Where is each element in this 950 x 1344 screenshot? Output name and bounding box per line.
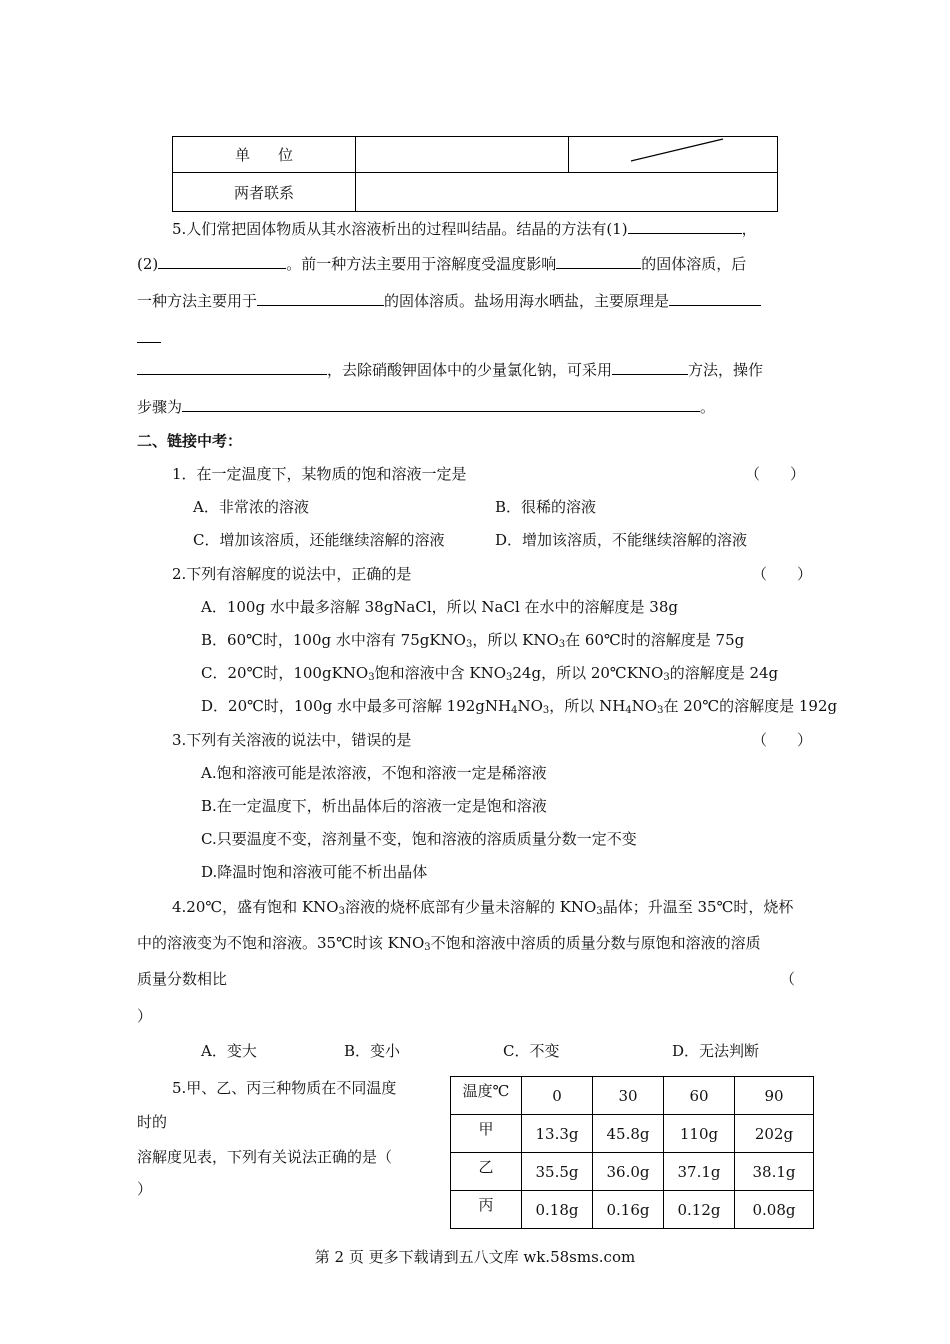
answer-paren[interactable]: （ ） [745, 465, 806, 483]
answer-paren[interactable]: （ [780, 970, 796, 988]
q5-line1 [172, 218, 757, 239]
text: ，所以 NH [549, 697, 626, 715]
subscript: 3 [558, 639, 566, 650]
table-cell: 37.1g [664, 1153, 735, 1191]
answer-blank[interactable] [257, 291, 384, 306]
subscript: 4 [511, 705, 518, 716]
top-table [172, 136, 778, 212]
text: NO [517, 697, 543, 715]
table-row [173, 137, 778, 173]
answer-blank[interactable] [182, 397, 700, 412]
q2-option-c[interactable] [201, 662, 778, 683]
q4-option-c[interactable]: C．不变 [503, 1042, 560, 1060]
table-header-cell: 60 [664, 1077, 735, 1115]
table-cell [356, 173, 778, 212]
table-cell: 202g [735, 1115, 814, 1153]
q1-option-a[interactable]: A．非常浓的溶液 [193, 498, 309, 516]
q5-line5 [137, 359, 763, 380]
q3-option-a[interactable]: A.饱和溶液可能是浓溶液，不饱和溶液一定是稀溶液 [201, 764, 547, 782]
table-header-cell: 30 [593, 1077, 664, 1115]
table-cell: 0.18g [522, 1191, 593, 1229]
solubility-table [450, 1076, 814, 1229]
table-cell: 36.0g [593, 1153, 664, 1191]
q1-option-b[interactable]: B．很稀的溶液 [495, 498, 597, 516]
text: 在 60℃时的溶解度是 75g [565, 631, 745, 649]
subscript: 4 [625, 705, 632, 716]
text: D．20℃时，100g 水中最多可溶解 192gNH [201, 697, 512, 715]
subscript: 3 [596, 906, 603, 917]
text: 24g，所以 20℃KNO [512, 664, 664, 682]
text: B．60℃时，100g 水中溶有 75gKNO [201, 631, 466, 649]
text: ， [741, 220, 757, 238]
subscript: 3 [663, 672, 670, 683]
text: NO [631, 697, 658, 715]
q3-stem: 3.下列有关溶液的说法中，错误的是 [172, 731, 412, 749]
table-row [451, 1191, 814, 1229]
answer-paren-close: ） [137, 1007, 153, 1025]
diagonal-slash-icon [569, 137, 777, 172]
text: 方法，操作 [688, 361, 764, 379]
table-cell [356, 137, 569, 173]
table-cell [173, 173, 356, 212]
q4-option-b[interactable]: B．变小 [344, 1042, 401, 1060]
table-cell: 丙 [451, 1191, 522, 1229]
q1-option-c[interactable]: C．增加该溶质，还能继续溶解的溶液 [193, 531, 445, 549]
table-cell: 45.8g [593, 1115, 664, 1153]
text: 步骤为 [137, 398, 183, 416]
table-header-cell: 0 [522, 1077, 593, 1115]
text: 。 [700, 398, 716, 416]
q1-stem: 1．在一定温度下，某物质的饱和溶液一定是 [172, 465, 467, 483]
table-cell: 乙 [451, 1153, 522, 1191]
text: 一种方法主要用于 [137, 292, 258, 310]
text: 中的溶液变为不饱和溶液。35℃时该 KNO [137, 934, 425, 952]
answer-blank[interactable] [669, 291, 761, 306]
table-cell: 甲 [451, 1115, 522, 1153]
q2-stem: 2.下列有溶解度的说法中，正确的是 [172, 565, 412, 583]
text: 4.20℃，盛有饱和 KNO [172, 898, 339, 916]
q3-option-c[interactable]: C.只要温度不变，溶剂量不变，饱和溶液的溶质质量分数一定不变 [201, 830, 637, 848]
subscript: 3 [542, 705, 550, 716]
text: ，去除硝酸钾固体中的少量氯化钠，可采用 [327, 361, 613, 379]
q3-option-d[interactable]: D.降温时饱和溶液可能不析出晶体 [201, 863, 428, 881]
subscript: 3 [657, 705, 664, 716]
q5-line6 [137, 396, 715, 417]
subscript: 3 [368, 672, 375, 683]
text: 的溶解度是 24g [669, 664, 779, 682]
text: 不饱和溶液中溶质的质量分数与原饱和溶液的溶质 [430, 934, 761, 952]
table-cell: 35.5g [522, 1153, 593, 1191]
text: C．20℃时，100gKNO [201, 664, 369, 682]
q2-option-b[interactable] [201, 629, 744, 650]
q5-stem-line3: 溶解度见表，下列有关说法正确的是（ [137, 1148, 393, 1166]
table-row [451, 1153, 814, 1191]
text: (2) [137, 255, 159, 273]
q5-stem-line2: 时的 [137, 1113, 168, 1131]
table-row [451, 1115, 814, 1153]
answer-paren[interactable]: （ ） [752, 565, 813, 583]
table-header-cell: 温度℃ [451, 1077, 522, 1115]
answer-blank[interactable] [612, 360, 688, 375]
q4-line3: 质量分数相比 [137, 970, 228, 988]
text: 晶体；升温至 35℃时，烧杯 [602, 898, 794, 916]
answer-blank[interactable] [628, 219, 742, 234]
relation-label: 两者联系 [233, 183, 294, 202]
answer-blank[interactable] [556, 254, 641, 269]
answer-blank[interactable] [158, 254, 286, 269]
text: 。前一种方法主要用于溶解度受温度影响 [286, 255, 557, 273]
text: 的固体溶质，后 [641, 255, 747, 273]
table-row [173, 173, 778, 212]
text: 饱和溶液中含 KNO [374, 664, 506, 682]
subscript: 3 [338, 906, 345, 917]
text: 在 20℃的溶解度是 192g [663, 697, 838, 715]
subscript: 3 [506, 672, 513, 683]
q5-stem-line4: ） [137, 1180, 153, 1198]
text: 5.人们常把固体物质从其水溶液析出的过程叫结晶。结晶的方法有(1) [172, 220, 628, 238]
q1-option-d[interactable]: D．增加该溶质，不能继续溶解的溶液 [495, 531, 748, 549]
section-heading: 二、链接中考： [137, 432, 243, 450]
table-header-cell: 90 [735, 1077, 814, 1115]
subscript: 3 [424, 942, 431, 953]
table-cell: 0.16g [593, 1191, 664, 1229]
table-header-row [451, 1077, 814, 1115]
q4-option-d[interactable]: D．无法判断 [672, 1042, 760, 1060]
table-cell: 13.3g [522, 1115, 593, 1153]
q2-option-d[interactable] [201, 695, 837, 716]
table-cell: 110g [664, 1115, 735, 1153]
q5-line4 [137, 328, 161, 347]
table-cell [173, 137, 356, 173]
table-cell-diagonal [569, 137, 778, 173]
table-cell: 0.08g [735, 1191, 814, 1229]
unit-label: 单位 [234, 146, 321, 164]
q3-option-b[interactable]: B.在一定温度下，析出晶体后的溶液一定是饱和溶液 [201, 797, 547, 815]
q5-line2 [137, 253, 746, 274]
q4-option-a[interactable]: A．变大 [201, 1042, 257, 1060]
q5-line3 [137, 290, 761, 311]
answer-blank[interactable] [137, 328, 161, 343]
text: 的固体溶质。盐场用海水晒盐，主要原理是 [384, 292, 670, 310]
q4-line2 [137, 932, 761, 953]
answer-blank[interactable] [137, 360, 327, 375]
subscript: 3 [465, 639, 473, 650]
table-cell: 0.12g [664, 1191, 735, 1229]
q2-option-a[interactable]: A．100g 水中最多溶解 38gNaCl，所以 NaCl 在水中的溶解度是 38g [201, 598, 678, 616]
page-footer: 第 2 页 更多下载请到五八文库 wk.58sms.com [314, 1248, 636, 1266]
table-cell: 38.1g [735, 1153, 814, 1191]
q5-stem-line1: 5.甲、乙、丙三种物质在不同温度 [172, 1079, 397, 1097]
q4-line1 [172, 896, 793, 917]
answer-paren[interactable]: （ ） [752, 731, 813, 749]
text: ，所以 KNO [472, 631, 559, 649]
text: 溶液的烧杯底部有少量未溶解的 KNO [344, 898, 597, 916]
